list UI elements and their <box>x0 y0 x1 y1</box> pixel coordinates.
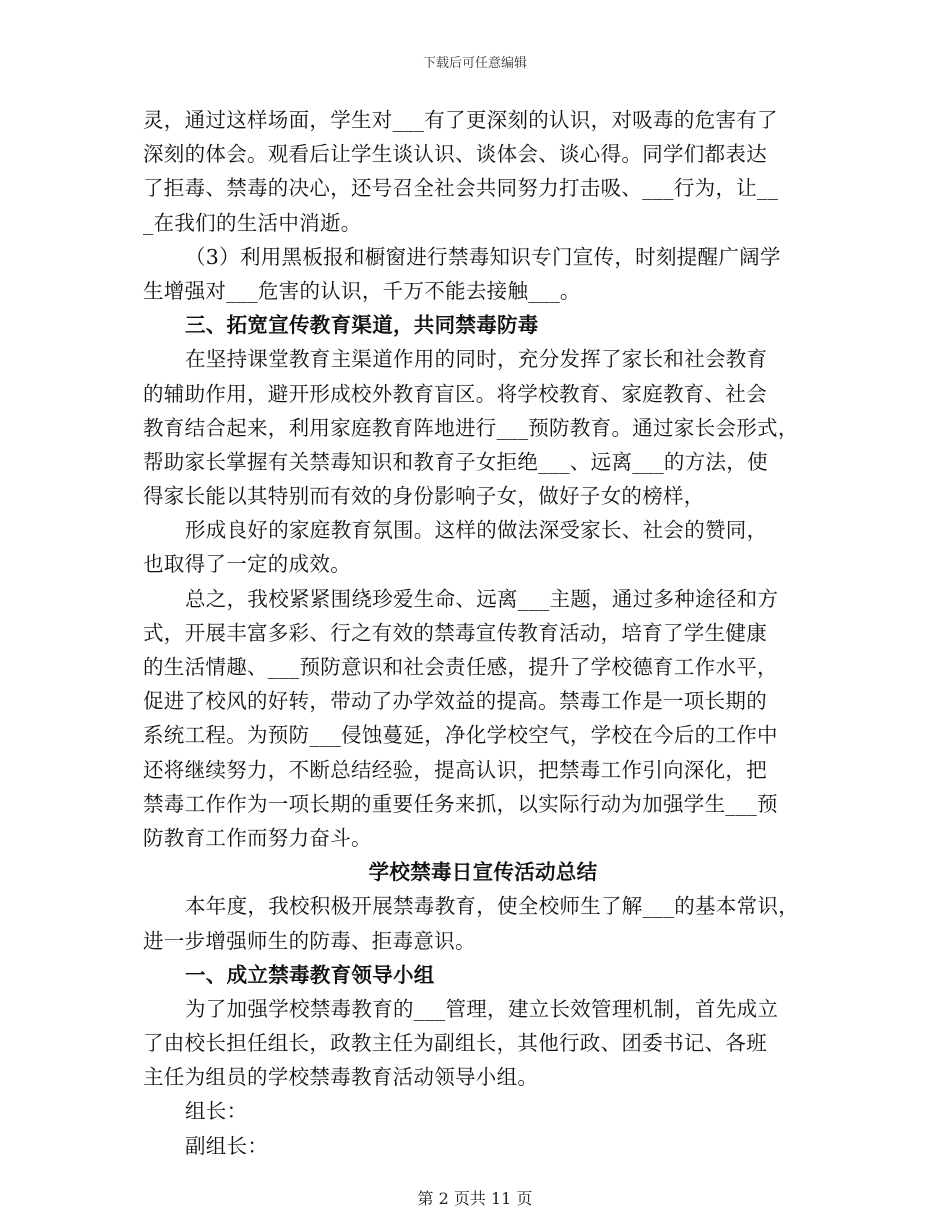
body-text-line: 总之，我校紧紧围绕珍爱生命、远离___主题，通过多种途径和方 <box>185 586 779 611</box>
body-text-line: 灵，通过这样场面，学生对___有了更深刻的认识，对吸毒的危害有了 <box>143 108 778 132</box>
body-text-line: 深刻的体会。观看后让学生谈认识、谈体会、谈心得。同学们都表达 <box>143 142 767 167</box>
body-text-line: 为了加强学校禁毒教育的___管理，建立长效管理机制，首先成立 <box>185 996 779 1021</box>
body-text-line: 副组长： <box>185 1133 269 1158</box>
body-text-line: 进一步增强师生的防毒、拒毒意识。 <box>143 928 476 953</box>
body-text-line: 禁毒工作作为一项长期的重要任务来抓，以实际行动为加强学生___预 <box>143 791 778 816</box>
body-text-line: 帮助家长掌握有关禁毒知识和教育子女拒绝___、远离___的方法，使 <box>143 449 768 474</box>
body-text-line: 在坚持课堂教育主渠道作用的同时，充分发挥了家长和社会教育 <box>185 347 768 372</box>
body-text-line: 生增强对___危害的认识，千万不能去接触___。 <box>143 278 581 303</box>
body-text-line: 促进了校风的好转，带动了办学效益的提高。禁毒工作是一项长期的 <box>143 689 767 714</box>
body-text-line: 防教育工作而努力奋斗。 <box>143 825 372 850</box>
body-text-line: 得家长能以其特别而有效的身份影响子女，做好子女的榜样， <box>143 484 705 509</box>
body-text-line: （3）利用黑板报和橱窗进行禁毒知识专门宣传，时刻提醒广阔学 <box>185 244 781 269</box>
body-text-line: 组长： <box>185 1099 248 1124</box>
page-footer: 第 2 页共 11 页 <box>417 1189 533 1208</box>
document-body <box>143 103 823 1163</box>
section-heading: 三、拓宽宣传教育渠道，共同禁毒防毒 <box>185 313 539 338</box>
body-text-line: 的生活情趣、___预防意识和社会责任感，提升了学校德育工作水平， <box>143 655 778 679</box>
body-text-line: _在我们的生活中消逝。 <box>143 210 362 235</box>
body-text-line: 也取得了一定的成效。 <box>143 552 351 577</box>
body-text-line: 了由校长担任组长，政教主任为副组长，其他行政、团委书记、各班 <box>143 1031 767 1056</box>
body-text-line: 还将继续努力，不断总结经验，提高认识，把禁毒工作引向深化，把 <box>143 757 767 782</box>
body-text-line: 主任为组员的学校禁毒教育活动领导小组。 <box>143 1065 539 1090</box>
body-text-line: 的辅助作用，避开形成校外教育盲区。将学校教育、家庭教育、社会 <box>143 381 767 406</box>
document-title: 学校禁毒日宣传活动总结 <box>368 860 598 885</box>
body-text-line: 教育结合起来，利用家庭教育阵地进行___预防教育。通过家长会形式， <box>143 415 799 440</box>
page-header: 下载后可任意编辑 <box>422 56 527 71</box>
body-text-line: 式，开展丰富多彩、行之有效的禁毒宣传教育活动，培育了学生健康 <box>143 620 767 645</box>
section-heading: 一、成立禁毒教育领导小组 <box>185 962 435 987</box>
body-text-line: 了拒毒、禁毒的决心，还号召全社会共同努力打击吸、___行为，让__ <box>143 176 779 201</box>
body-text-line: 本年度，我校积极开展禁毒教育，使全校师生了解___的基本常识， <box>185 894 800 919</box>
body-text-line: 形成良好的家庭教育氛围。这样的做法深受家长、社会的赞同， <box>185 518 768 543</box>
body-text-line: 系统工程。为预防___侵蚀蔓延，净化学校空气，学校在今后的工作中 <box>143 723 778 748</box>
